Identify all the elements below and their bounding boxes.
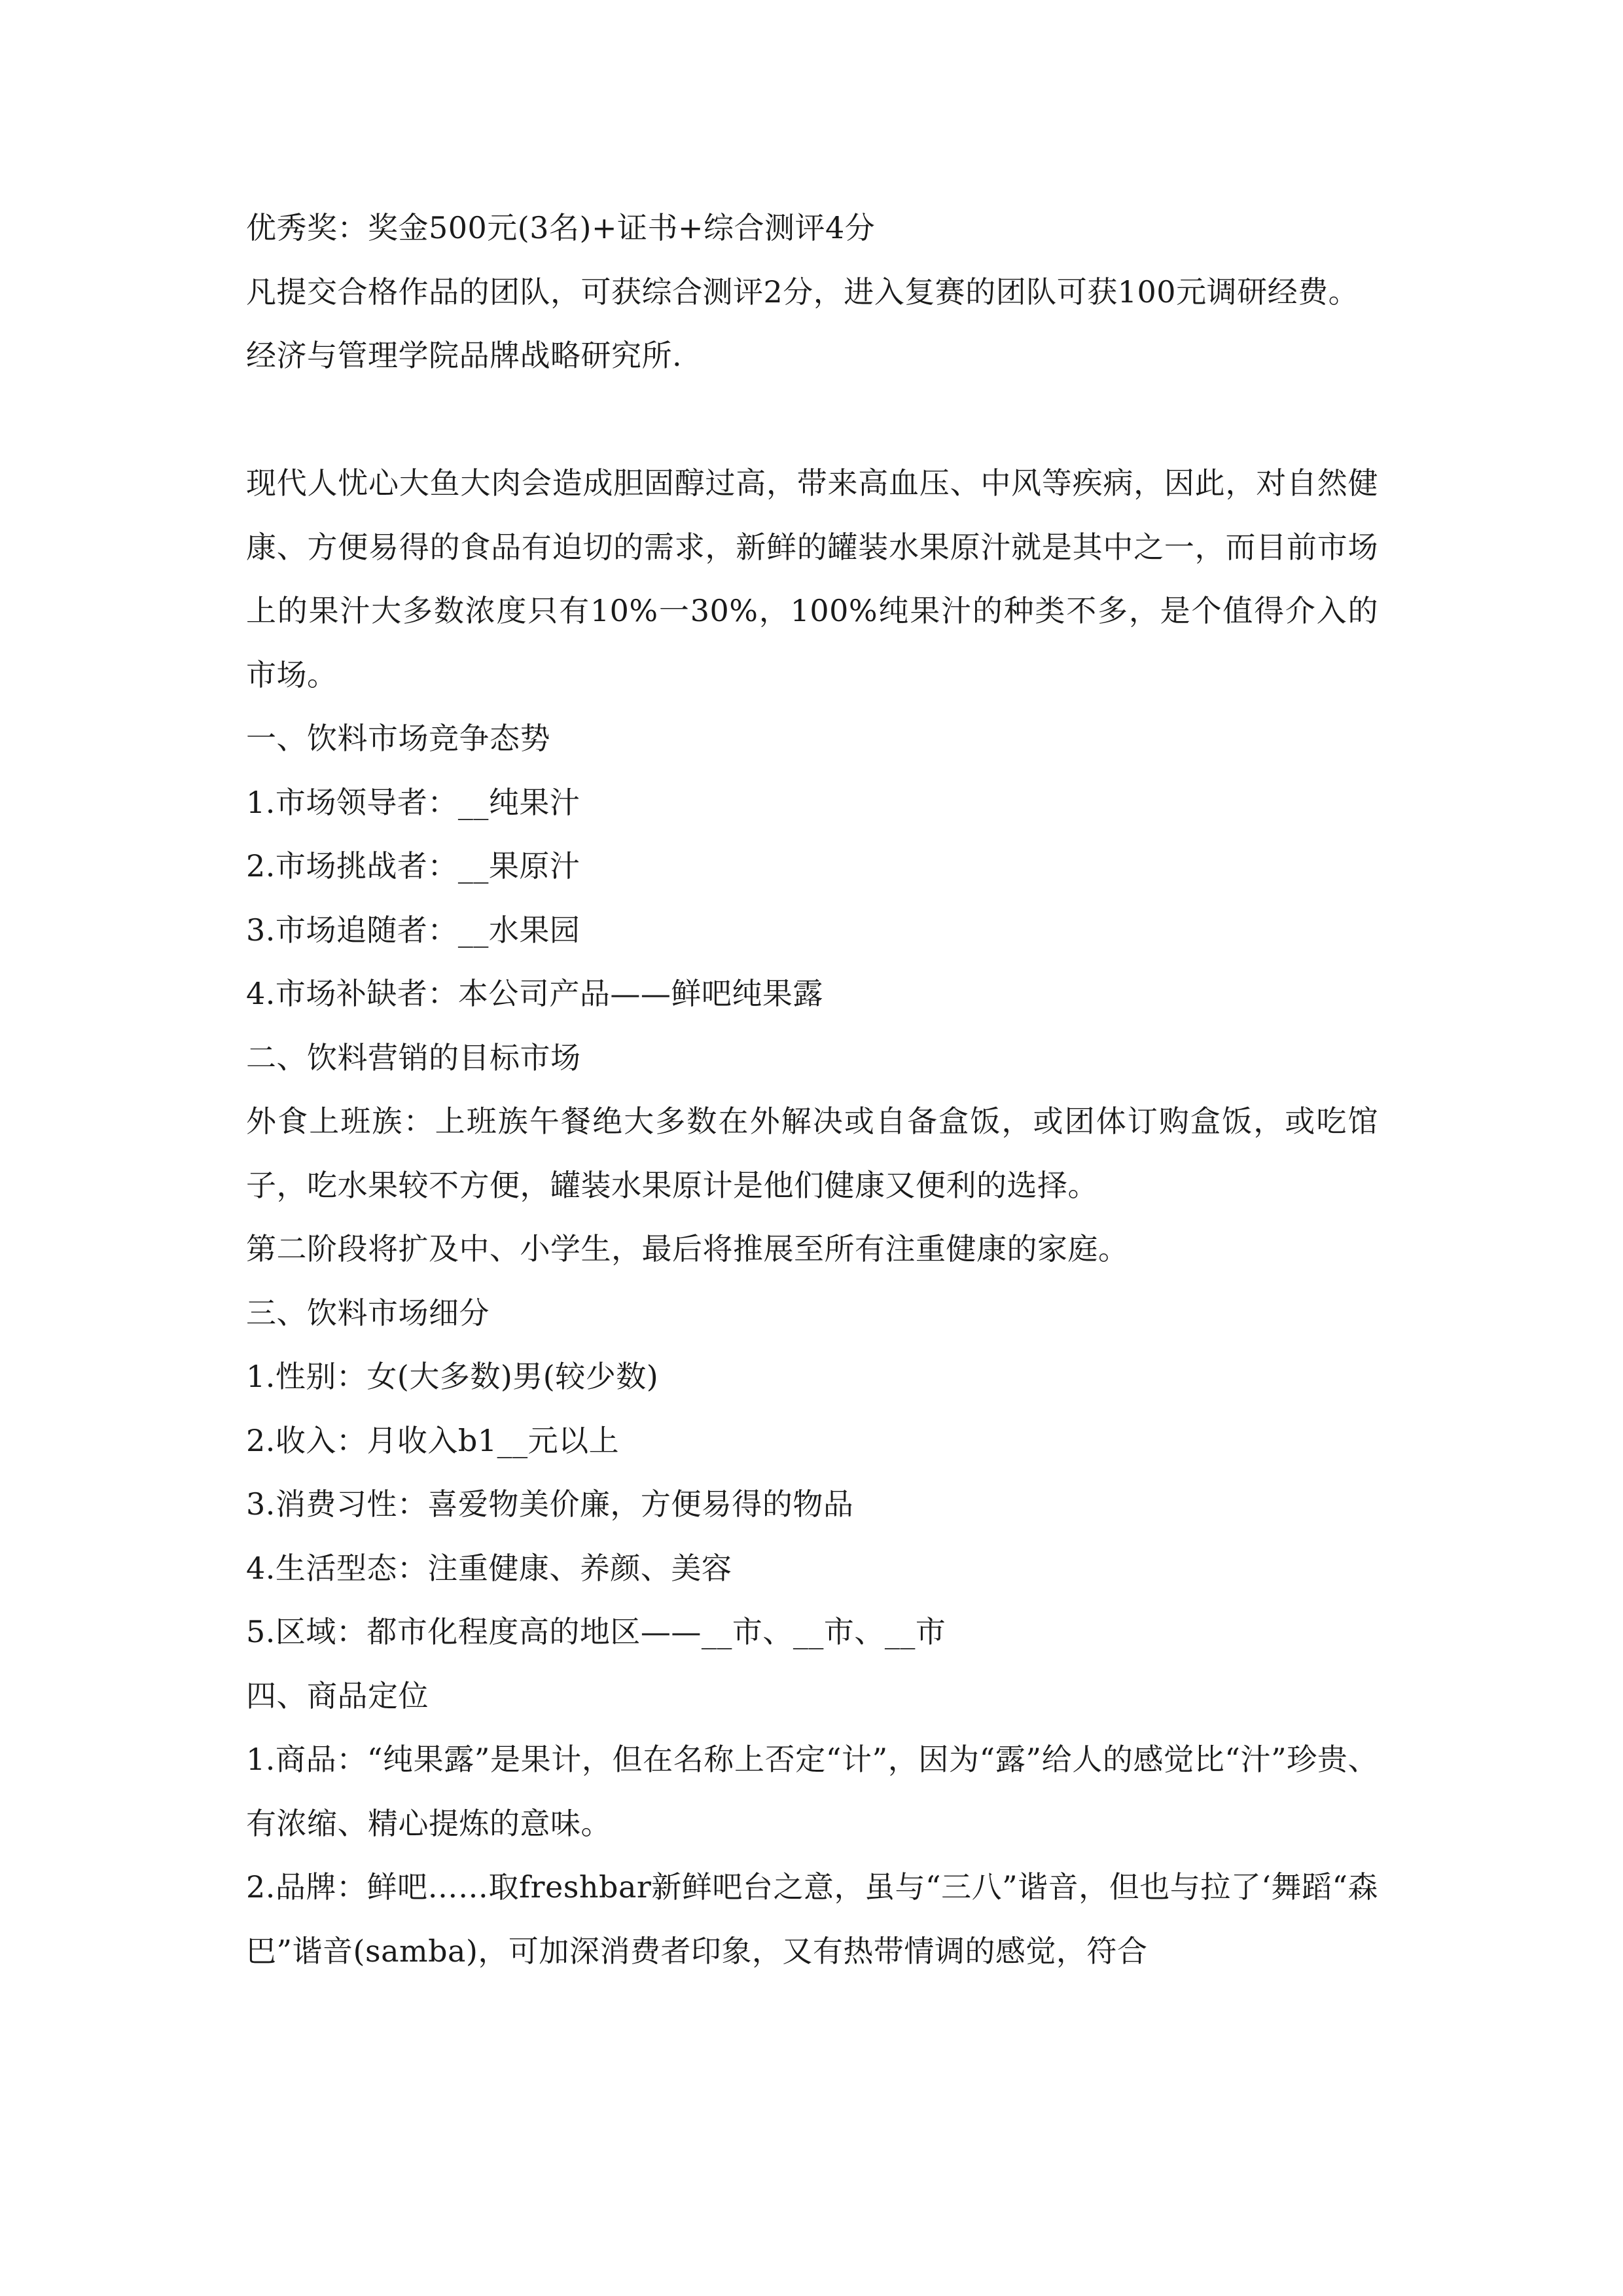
positioning-item-1: 1.商品：“纯果露”是果计，但在名称上否定“计”，因为“露”给人的感觉比“汁”珍贵、有浓缩、精心提炼的意味。 xyxy=(246,1742,1378,1841)
competition-item-2: 2.市场挑战者：__果原汁 xyxy=(246,848,580,884)
competition-item-4: 4.市场补缺者：本公司产品——鲜吧纯果露 xyxy=(246,976,823,1011)
positioning-item-2: 2.品牌：鲜吧……取freshbar新鲜吧台之意，虽与“三八”谐音，但也与拉了‘舞蹈“森巴”谐音(samba)，可加深消费者印象，又有热带情调的感觉，符合 xyxy=(246,1869,1378,1969)
intro-paragraph: 现代人忧心大鱼大肉会造成胆固醇过高，带来高血压、中风等疾病，因此，对自然健康、方便易得的食品有迫切的需求，新鲜的罐装水果原汁就是其中之一，而目前市场上的果汁大多数浓度只有10%一30%，100%纯果汁的种类不多，是个值得介入的市场。 xyxy=(246,465,1378,692)
section-heading-positioning: 四、商品定位 xyxy=(246,1677,429,1713)
section-heading-segmentation: 三、饮料市场细分 xyxy=(246,1295,490,1331)
segmentation-item-4: 4.生活型态：注重健康、养颜、美容 xyxy=(246,1550,732,1586)
segmentation-item-1: 1.性别：女(大多数)男(较少数) xyxy=(246,1359,659,1394)
paragraph-spacer xyxy=(246,388,1378,452)
award-excellence-line: 优秀奖：奖金500元(3名)+证书+综合测评4分 xyxy=(246,210,876,245)
document-body xyxy=(246,196,1378,1983)
target-market-paragraph: 外食上班族：上班族午餐绝大多数在外解决或自备盒饭，或团体订购盒饭，或吃馆子，吃水果较不方便，罐装水果原计是他们健康又便利的选择。 xyxy=(246,1103,1378,1203)
section-heading-target-market: 二、饮料营销的目标市场 xyxy=(246,1039,581,1075)
section-heading-competition: 一、饮料市场竞争态势 xyxy=(246,721,550,756)
segmentation-item-3: 3.消费习性：喜爱物美价廉，方便易得的物品 xyxy=(246,1486,854,1522)
participation-reward-paragraph: 凡提交合格作品的团队，可获综合测评2分，进入复赛的团队可获100元调研经费。 xyxy=(246,274,1359,310)
competition-item-3: 3.市场追随者：__水果园 xyxy=(246,912,580,948)
second-phase-paragraph: 第二阶段将扩及中、小学生，最后将推展至所有注重健康的家庭。 xyxy=(246,1231,1129,1266)
segmentation-item-5: 5.区域：都市化程度高的地区——__市、__市、__市 xyxy=(246,1614,946,1649)
organizer-line: 经济与管理学院品牌战略研究所. xyxy=(246,338,683,373)
segmentation-item-2: 2.收入：月收入b1__元以上 xyxy=(246,1422,620,1458)
competition-item-1: 1.市场领导者：__纯果汁 xyxy=(246,784,580,820)
